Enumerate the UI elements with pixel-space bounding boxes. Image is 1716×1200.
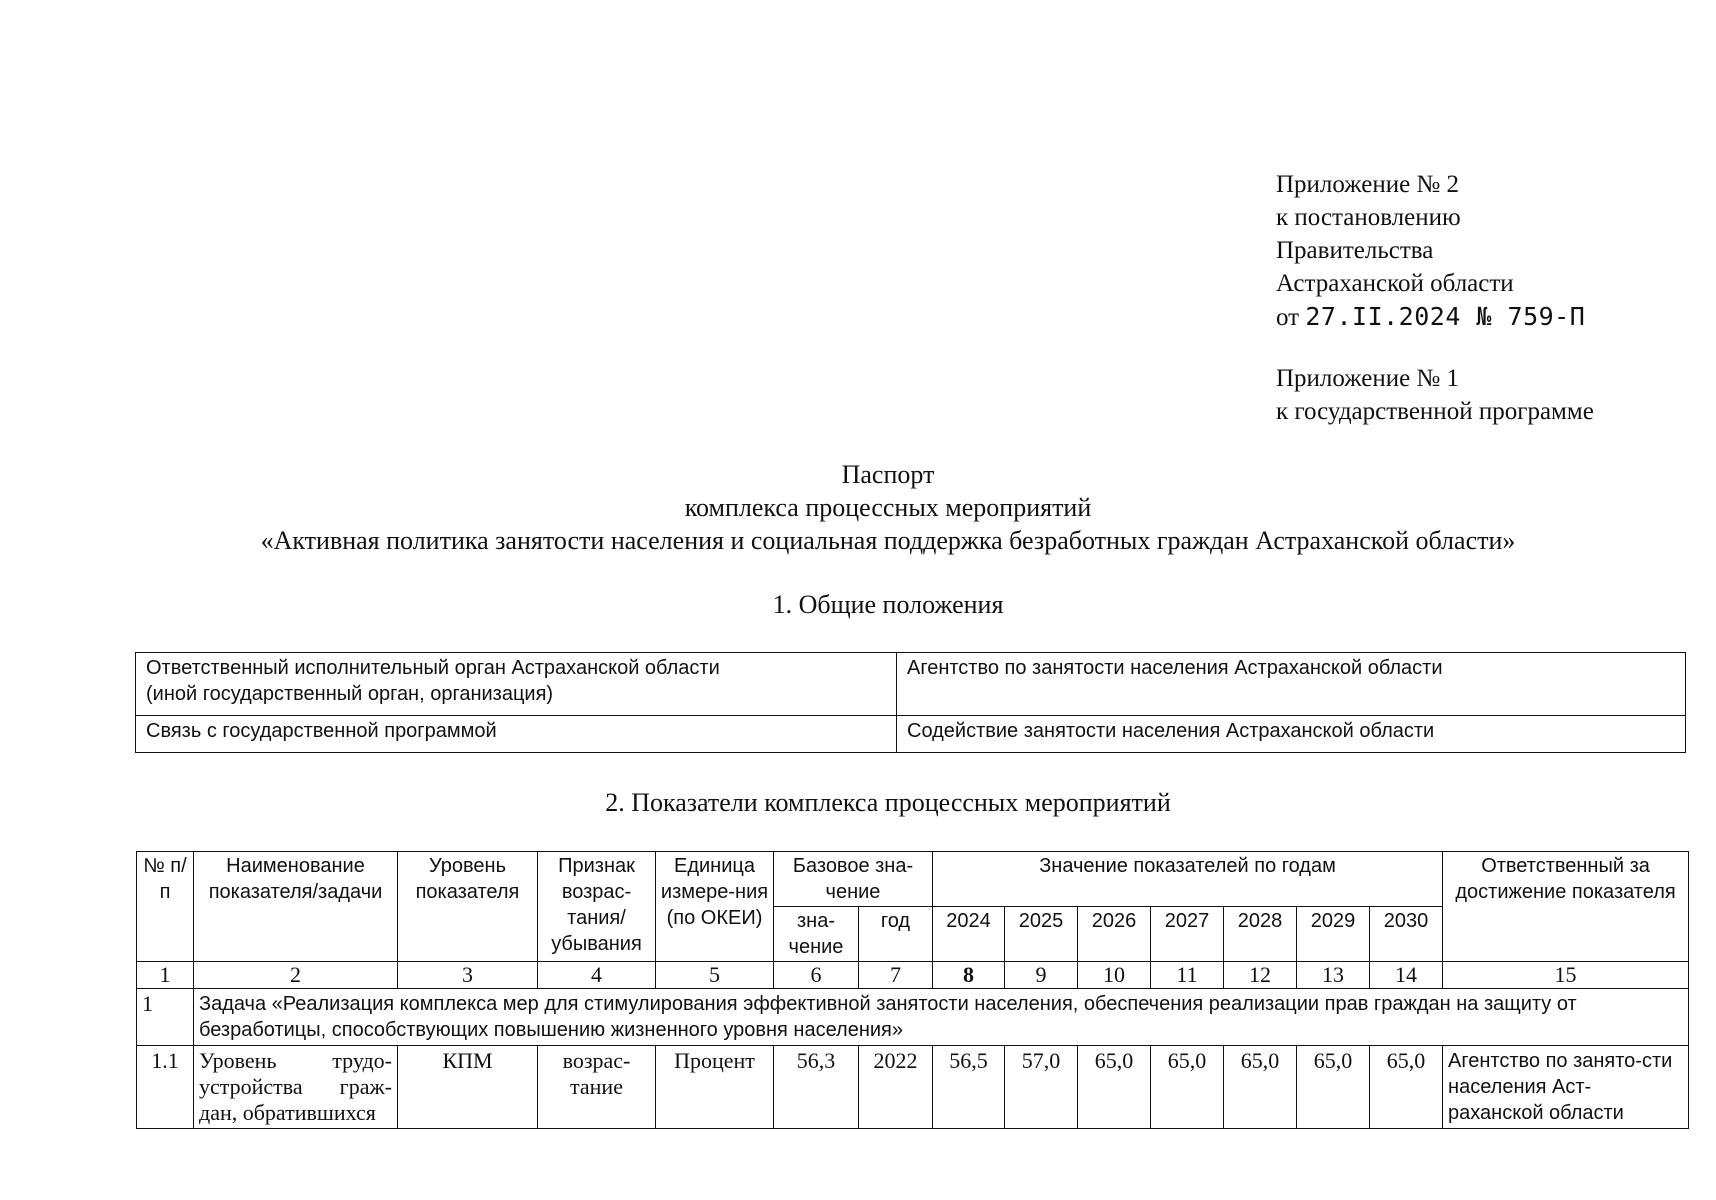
header-year: 2027	[1151, 907, 1224, 962]
document-title	[0, 458, 1716, 557]
header-unit: Единица измере-ния (по ОКЕИ)	[656, 852, 774, 962]
column-number: 7	[859, 962, 933, 989]
column-number: 11	[1151, 962, 1224, 989]
decree-number: 27.II.2024 № 759-П	[1305, 302, 1586, 331]
table-cell-key: Связь с государственной программой	[136, 716, 897, 753]
cell-text: Ответственный исполнительный орган Астраханской области	[146, 657, 720, 679]
column-number: 6	[774, 962, 859, 989]
indicator-level: КПМ	[398, 1046, 538, 1129]
appendix-date-line	[1276, 300, 1594, 334]
appendix-line: Астраханской области	[1276, 270, 1514, 297]
column-number: 5	[656, 962, 774, 989]
appendix-line: Приложение № 2	[1276, 171, 1460, 198]
column-number: 1	[137, 962, 194, 989]
title-line-3: «Активная политика занятости населения и социальная поддержка безработных граждан Астраханской области»	[260, 526, 1516, 555]
table-row	[136, 716, 1686, 753]
header-year: 2030	[1370, 907, 1443, 962]
header-year: 2026	[1078, 907, 1151, 962]
cell-text: (иной государственный орган, организация)	[146, 683, 554, 705]
header-level: Уровень показателя	[398, 852, 538, 962]
header-year: 2025	[1005, 907, 1078, 962]
indicator-sign: возрас-тание	[538, 1046, 656, 1129]
base-value: 56,3	[774, 1046, 859, 1129]
column-number: 8	[933, 962, 1005, 989]
appendix-line: Приложение № 1	[1276, 365, 1460, 392]
appendix-date-prefix: от	[1276, 304, 1300, 331]
header-responsible: Ответственный за достижение показателя	[1443, 852, 1689, 962]
header-year: 2024	[933, 907, 1005, 962]
table-row	[136, 653, 1686, 716]
column-number: 13	[1297, 962, 1370, 989]
column-number: 9	[1005, 962, 1078, 989]
header-name: Наименование показателя/задачи	[194, 852, 398, 962]
year-value: 65,0	[1370, 1046, 1443, 1129]
header-year: 2029	[1297, 907, 1370, 962]
appendix-line: Правительства	[1276, 237, 1434, 264]
header-num: № п/п	[137, 852, 194, 962]
task-row	[137, 989, 1689, 1046]
header-row	[137, 852, 1689, 907]
column-number-row	[137, 962, 1689, 989]
table-cell-value: Содействие занятости населения Астраханской области	[897, 716, 1686, 753]
year-value: 65,0	[1297, 1046, 1370, 1129]
year-value: 56,5	[933, 1046, 1005, 1129]
task-number: 1	[137, 989, 194, 1046]
indicator-unit: Процент	[656, 1046, 774, 1129]
title-line-1: Паспорт	[841, 460, 935, 489]
column-number: 15	[1443, 962, 1689, 989]
header-years-group: Значение показателей по годам	[933, 852, 1443, 907]
appendix-line: к государственной программе	[1276, 398, 1594, 425]
year-value: 65,0	[1078, 1046, 1151, 1129]
column-number: 12	[1224, 962, 1297, 989]
title-line-2: комплекса процессных мероприятий	[684, 493, 1092, 522]
header-base-value: зна-чение	[774, 907, 859, 962]
table-cell-value: Агентство по занятости населения Астраханской области	[897, 653, 1686, 716]
column-number: 2	[194, 962, 398, 989]
table-row	[137, 1046, 1689, 1129]
section-heading-general: 1. Общие положения	[772, 590, 1004, 619]
year-value: 57,0	[1005, 1046, 1078, 1129]
year-value: 65,0	[1224, 1046, 1297, 1129]
column-number: 10	[1078, 962, 1151, 989]
indicator-name: Уровень трудо-устройства граж-дан, обратившихся	[194, 1046, 398, 1129]
column-number: 3	[398, 962, 538, 989]
general-provisions-table	[135, 652, 1686, 753]
header-base: Базовое зна-чение	[774, 852, 933, 907]
header-sign: Признак возрас-тания/ убывания	[538, 852, 656, 962]
task-text: Задача «Реализация комплекса мер для стимулирования эффективной занятости населения, обеспечения реализации прав граждан на защиту от безработицы, способствующих повышению жизненного уровня населения»	[194, 989, 1689, 1046]
column-number: 14	[1370, 962, 1443, 989]
row-number: 1.1	[137, 1046, 194, 1129]
header-year: 2028	[1224, 907, 1297, 962]
appendix-block	[1276, 168, 1594, 428]
indicators-table	[136, 851, 1689, 1129]
column-number: 4	[538, 962, 656, 989]
year-value: 65,0	[1151, 1046, 1224, 1129]
header-base-year: год	[859, 907, 933, 962]
responsible-party: Агентство по занято-сти населения Аст-раханской области	[1443, 1046, 1689, 1129]
table-cell-key	[136, 653, 897, 716]
base-year: 2022	[859, 1046, 933, 1129]
appendix-line: к постановлению	[1276, 204, 1461, 231]
section-heading-indicators: 2. Показатели комплекса процессных мероприятий	[605, 788, 1171, 817]
